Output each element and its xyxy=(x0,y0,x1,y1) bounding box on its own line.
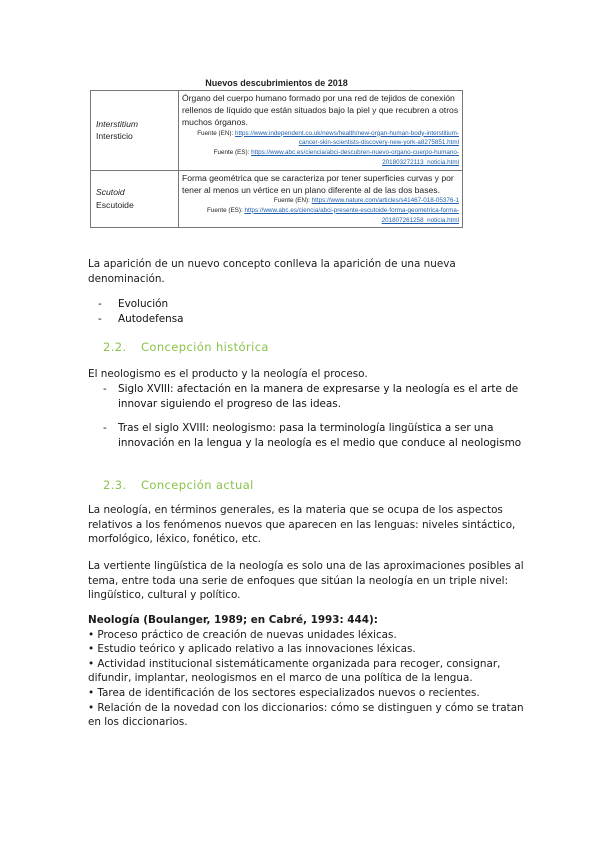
list-item: • Relación de la novedad con los diccionarios: cómo se distinguen y cómo se tratan en los diccionarios. xyxy=(88,701,524,729)
list-item: Autodefensa xyxy=(118,313,184,325)
list-item: • Estudio teórico y aplicado relativo a las innovaciones léxicas. xyxy=(88,643,416,656)
list-item: • Tarea de identificación de los sectores especializados nuevos o recientes. xyxy=(88,686,480,699)
discoveries-table xyxy=(90,90,463,228)
definitions-heading: Neología (Boulanger, 1989; en Cabré, 1993: 444): xyxy=(88,614,378,626)
term-latin: Scutoid xyxy=(96,187,125,198)
paragraph: El neologismo es el producto y la neología el proceso. xyxy=(88,368,368,380)
definition-cell xyxy=(179,91,463,171)
term-spanish: Escutoide xyxy=(96,199,134,210)
list-item: Siglo XVIII: afectación en la manera de expresarse y la neología es el arte de innovar siguiendo el progreso de las ideas. xyxy=(118,383,519,410)
list-bullet: - xyxy=(103,422,107,434)
list-item: Tras el siglo XVIII: neologismo: pasa la terminología lingüística a ser una innovación en la lengua y la neología es el medio que conduce al neologismo xyxy=(118,422,522,449)
section-title: Concepción histórica xyxy=(141,340,269,354)
source-es-link[interactable]: https://www.abc.es/ciencia/abci-presente-escutoide-forma-geometrica-forma-201807261258_noticia.html xyxy=(244,206,459,224)
definition-text: Órgano del cuerpo humano formado por una red de tejidos de conexión rellenos de líquido que están situados bajo la piel y que recubren a otros muchos órganos. xyxy=(182,93,459,128)
term-spanish: Intersticio xyxy=(96,131,133,142)
paragraph: La vertiente lingüística de la neología es solo una de las aproximaciones posibles al tema, entre toda una serie de enfoques que sitúan la neología en un triple nivel: lingüístico, cultural y político. xyxy=(88,560,524,602)
source-en: Fuente (EN): https://www.nature.com/articles/s41467-018-05376-1 xyxy=(273,197,459,205)
intro-paragraph: La aparición de un nuevo concepto conlleva la aparición de una nueva denominación. xyxy=(88,258,456,285)
neologia-definitions xyxy=(88,613,524,730)
list-item: • Actividad institucional sistemáticamente organizada para recoger, consignar, difundir, implantar, neologismos en el marco de una política de la lengua. xyxy=(88,657,501,685)
term-latin: Interstitium xyxy=(96,118,139,129)
section-number: 2.2. xyxy=(103,340,127,354)
table-row xyxy=(91,170,463,228)
table-row xyxy=(91,91,463,171)
list-item: Evolución xyxy=(118,298,169,310)
source-en-link[interactable]: https://www.nature.com/articles/s41467-018-05376-1 xyxy=(311,197,459,205)
source-es: Fuente (ES): https://www.abc.es/ciencia/abci-presente-escutoide-forma-geometrica-forma-201807261258_noticia.html xyxy=(207,206,459,224)
definition-cell xyxy=(179,170,463,228)
source-en-link[interactable]: https://www.independent.co.uk/news/health/new-organ-human-body-interstitium-cancer-skin-scientists-discovery-new-york-a8275851.html xyxy=(234,129,459,147)
term-cell xyxy=(91,91,179,171)
table-title: Nuevos descubrimientos de 2018 xyxy=(205,78,348,88)
section-title: Concepción actual xyxy=(141,478,254,492)
list-bullet: - xyxy=(98,298,102,310)
source-en: Fuente (EN): https://www.independent.co.uk/news/health/new-organ-human-body-interstitium-cancer-skin-scientists-discovery-new-york-a8275851.html xyxy=(197,129,459,147)
section-number: 2.3. xyxy=(103,478,127,492)
definition-text: Forma geométrica que se caracteriza por tener superficies curvas y por tener al menos un vértice en un plano diferente al de las dos bases. xyxy=(182,172,454,195)
source-es-link[interactable]: https://www.abc.es/ciencia/abci-descubren-nuevo-organo-cuerpo-humano-201803272113_noticia.html xyxy=(251,149,459,166)
source-es: Fuente (ES): https://www.abc.es/ciencia/abci-descubren-nuevo-organo-cuerpo-humano-201803272113_noticia.html xyxy=(213,149,459,166)
term-cell xyxy=(91,170,179,228)
list-bullet: - xyxy=(103,383,107,395)
paragraph: La neología, en términos generales, es la materia que se ocupa de los aspectos relativos a los fenómenos nuevos que aparecen en las lenguas: niveles sintáctico, morfológico, léxico, fonético, etc. xyxy=(88,504,516,546)
list-bullet: - xyxy=(98,313,102,325)
list-item: • Proceso práctico de creación de nuevas unidades léxicas. xyxy=(88,628,397,641)
